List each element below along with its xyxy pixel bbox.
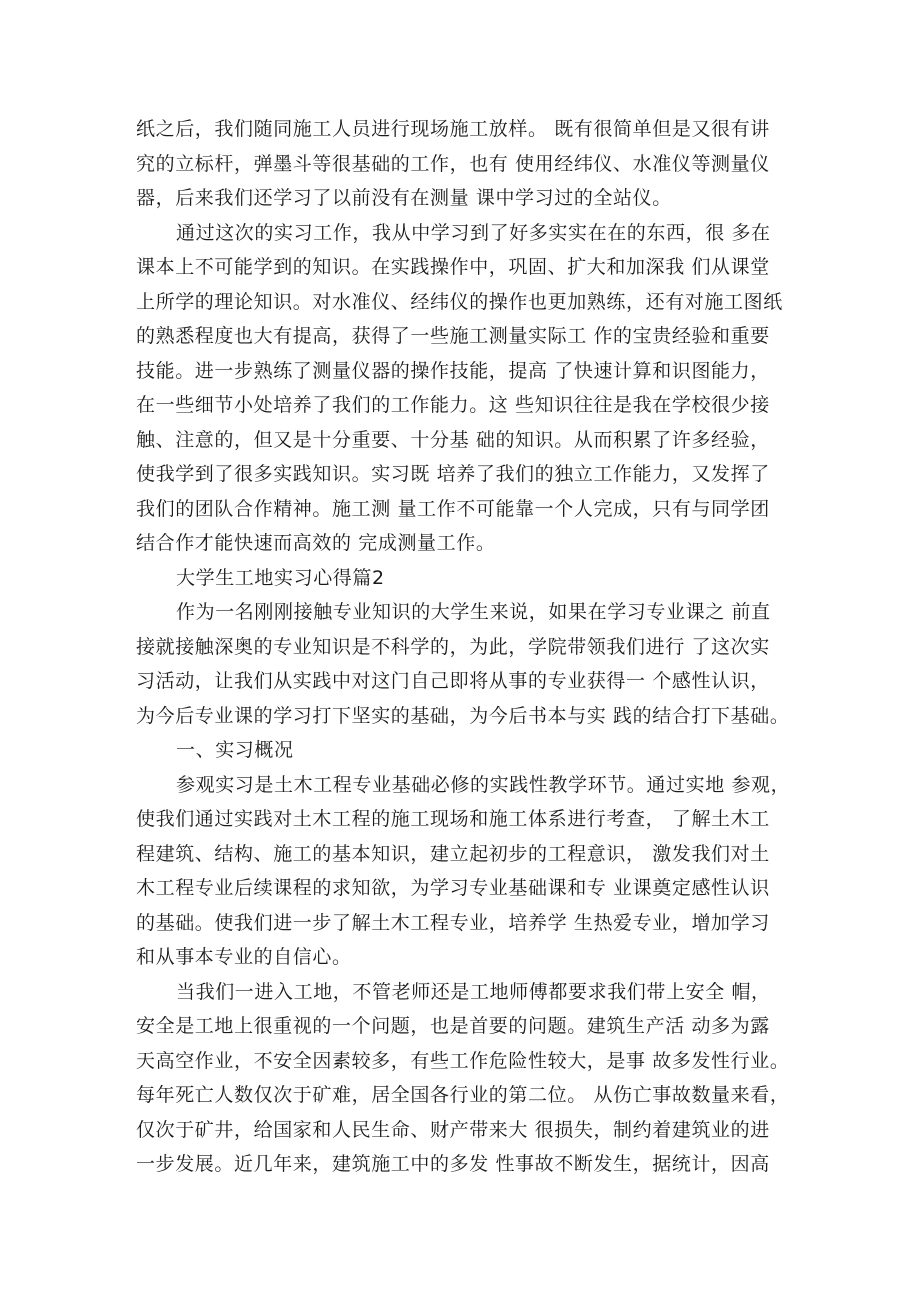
text-line: 在一些细节小处培养了我们的工作能力。这 些知识往往是我在学校很少接 xyxy=(136,394,770,416)
text-line: 的熟悉程度也大有提高，获得了一些施工测量实际工 作的宝贵经验和重要 xyxy=(136,325,770,347)
text-line: 纸之后，我们随同施工人员进行现场施工放样。 既有很简单但是又很有讲 xyxy=(136,118,770,140)
text-line: 触、注意的，但又是十分重要、十分基 础的知识。从而积累了许多经验， xyxy=(136,428,770,451)
text-line: 每年死亡人数仅次于矿难，居全国各行业的第二位。 从伤亡事故数量来看， xyxy=(136,1084,790,1106)
text-line: 为今后专业课的学习打下坚实的基础，为今后书本与实 践的结合打下基础。 xyxy=(136,704,790,727)
document-body xyxy=(136,112,796,1182)
text-line: 大学生工地实习心得篇2 xyxy=(176,566,385,589)
text-line: 作为一名刚刚接触专业知识的大学生来说，如果在学习专业课之 前直 xyxy=(176,601,771,623)
text-line: 和从事本专业的自信心。 xyxy=(136,946,352,968)
text-line: 的基础。使我们进一步了解土木工程专业，培养学 生热爱专业，增加学习 xyxy=(136,911,770,934)
text-line: 器，后来我们还学习了以前没有在测量 课中学习过的全站仪。 xyxy=(136,187,672,209)
text-line: 安全是工地上很重视的一个问题，也是首要的问题。建筑生产活 动多为露 xyxy=(136,1015,770,1037)
text-line: 使我们通过实践对土木工程的施工现场和施工体系进行考查， 了解土木工 xyxy=(136,808,770,830)
text-line: 上所学的理论知识。对水准仪、经纬仪的操作也更加熟练，还有对施工图纸 xyxy=(136,290,783,313)
text-line: 我们的团队合作精神。施工测 量工作不可能靠一个人完成，只有与同学团 xyxy=(136,497,770,520)
text-line: 习活动，让我们从实践中对这门自己即将从事的专业获得一 个感性认识， xyxy=(136,670,770,692)
text-line: 仅次于矿井，给国家和人民生命、财产带来大 很损失，制约着建筑业的进 xyxy=(136,1118,770,1141)
text-line: 木工程专业后续课程的求知欲，为学习专业基础课和专 业课奠定感性认识 xyxy=(136,877,770,899)
text-line: 程建筑、结构、施工的基本知识，建立起初步的工程意识， 激发我们对土 xyxy=(136,842,770,865)
text-line: 一步发展。近几年来，建筑施工中的多发 性事故不断发生，据统计，因高 xyxy=(136,1153,770,1175)
text-line: 一、实习概况 xyxy=(176,739,294,761)
text-line: 结合作才能快速而高效的 完成测量工作。 xyxy=(136,532,496,554)
text-line: 参观实习是土木工程专业基础必修的实践性教学环节。通过实地 参观， xyxy=(176,773,791,796)
text-line: 通过这次的实习工作，我从中学习到了好多实实在在的东西，很 多在 xyxy=(176,221,771,244)
text-line: 使我学到了很多实践知识。实习既 培养了我们的独立工作能力，又发挥了 xyxy=(136,463,770,485)
text-line: 接就接触深奥的专业知识是不科学的，为此，学院带领我们进行 了这次实 xyxy=(136,635,770,658)
text-line: 技能。进一步熟练了测量仪器的操作技能，提高 了快速计算和识图能力， xyxy=(136,359,770,382)
text-line: 究的立标杆，弹墨斗等很基础的工作，也有 使用经纬仪、水准仪等测量仪 xyxy=(136,152,770,175)
text-line: 当我们一进入工地，不管老师还是工地师傅都要求我们带上安全 帽， xyxy=(176,980,771,1003)
text-line: 天高空作业，不安全因素较多，有些工作危险性较大，是事 故多发性行业。 xyxy=(136,1049,790,1072)
text-line: 课本上不可能学到的知识。在实践操作中，巩固、扩大和加深我 们从课堂 xyxy=(136,256,770,278)
